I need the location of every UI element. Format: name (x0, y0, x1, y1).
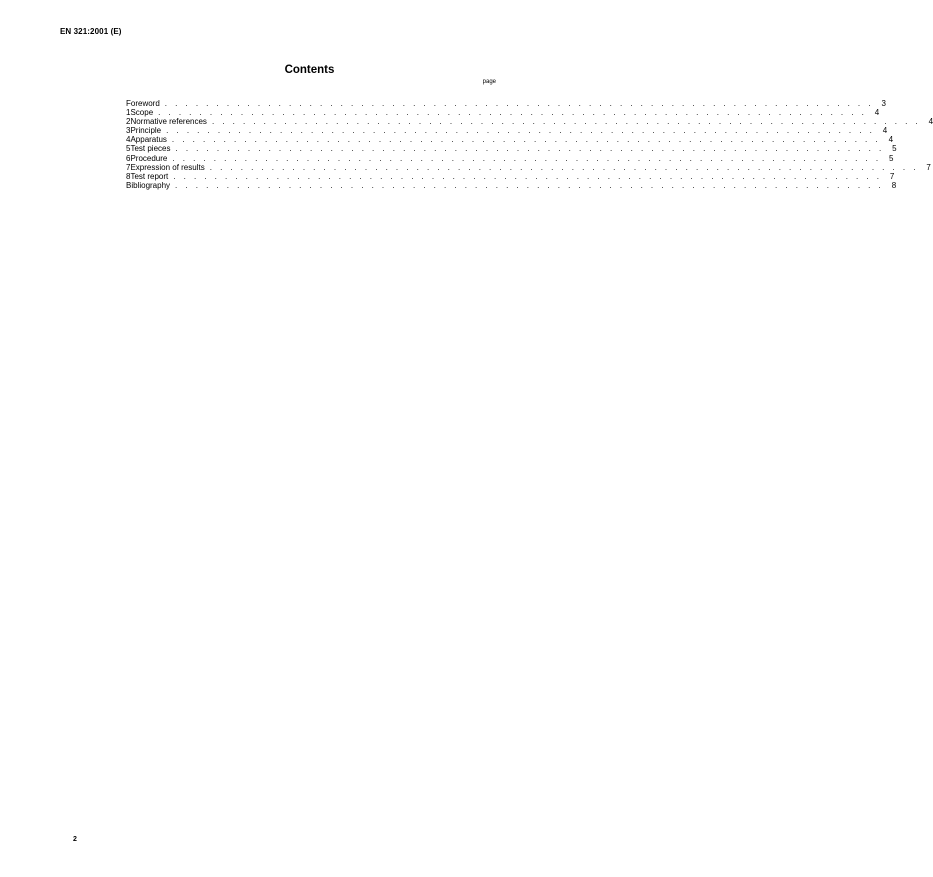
contents-title: Contents (284, 64, 335, 76)
toc-leader: . . . . . . . . . . . . . . . . . . . . . . . . . . . . . . . . . . . . . . . . . . . . . . . . . . . . . . . . . . . . . . . . . . . . . (173, 171, 882, 181)
toc-leader: . . . . . . . . . . . . . . . . . . . . . . . . . . . . . . . . . . . . . . . . . . . . . . . . . . . . . . . . . . . . . . . . . . . . . (175, 180, 884, 190)
toc-entry-page: 4 (888, 135, 894, 145)
toc-entry-principle (126, 126, 888, 136)
toc-entry-title: Apparatus (130, 135, 167, 145)
toc-entry-procedure (126, 153, 894, 163)
page-number: 2 (73, 836, 77, 843)
toc-entry-page: 4 (882, 126, 888, 136)
toc-entry-title: Normative references (130, 117, 207, 127)
toc-entry-page: 8 (891, 180, 897, 190)
toc-entry-number: 5 (126, 144, 131, 154)
table-of-contents (126, 99, 933, 190)
toc-entry-foreword (126, 99, 886, 108)
toc-entry-title: Foreword (126, 99, 160, 108)
toc-entry-title: Procedure (130, 153, 168, 163)
toc-entry-title: Scope (130, 108, 154, 118)
toc-entry-number: 8 (126, 171, 131, 181)
toc-entry-page: 5 (892, 144, 897, 154)
toc-entry-title: Test report (130, 171, 169, 181)
toc-entry-page: 3 (881, 99, 886, 108)
toc-leader: . . . . . . . . . . . . . . . . . . . . . . . . . . . . . . . . . . . . . . . . . . . . . . . . . . . . . . . . . . . . . . . . . . . . . (158, 108, 867, 118)
toc-leader: . . . . . . . . . . . . . . . . . . . . . . . . . . . . . . . . . . . . . . . . . . . . . . . . . . . . . . . . . . . . . . . . . . . . . (171, 135, 881, 145)
toc-entry-title: Principle (130, 126, 162, 136)
toc-leader: . . . . . . . . . . . . . . . . . . . . . . . . . . . . . . . . . . . . . . . . . . . . . . . . . . . . . . . . . . . . . . . . . . . . . (175, 144, 885, 154)
toc-entry-number: 6 (126, 153, 131, 163)
toc-entry-bibliography (126, 180, 897, 190)
toc-leader: . . . . . . . . . . . . . . . . . . . . . . . . . . . . . . . . . . . . . . . . . . . . . . . . . . . . . . . . . . . . . . . . . . . . . (164, 99, 874, 108)
toc-entry-number: 4 (126, 135, 131, 145)
document-id: EN 321:2001 (E) (60, 27, 122, 36)
toc-entry-test-report (126, 171, 895, 181)
toc-leader: . . . . . . . . . . . . . . . . . . . . . . . . . . . . . . . . . . . . . . . . . . . . . . . . . . . . . . . . . . . . . . . . . . . . . (166, 126, 875, 136)
toc-entry-expression-of-results (126, 162, 931, 172)
toc-entry-page: 7 (926, 162, 931, 172)
toc-entry-apparatus (126, 135, 894, 145)
toc-entry-test-pieces (126, 144, 897, 154)
toc-entry-page: 4 (874, 108, 880, 118)
toc-entry-page: 5 (889, 153, 894, 163)
toc-entry-page: 4 (928, 117, 933, 127)
toc-entry-number: 7 (126, 162, 131, 172)
page-column-label: page (482, 79, 496, 85)
toc-entry-number: 1 (126, 108, 131, 118)
toc-leader: . . . . . . . . . . . . . . . . . . . . . . . . . . . . . . . . . . . . . . . . . . . . . . . . . . . . . . . . . . . . . . . . . . . . . (211, 117, 921, 127)
toc-leader: . . . . . . . . . . . . . . . . . . . . . . . . . . . . . . . . . . . . . . . . . . . . . . . . . . . . . . . . . . . . . . . . . . . . . (209, 162, 919, 172)
toc-entry-title: Test pieces (130, 144, 171, 154)
toc-entry-title: Bibliography (126, 180, 171, 190)
toc-entry-page: 7 (889, 171, 895, 181)
toc-entry-scope (126, 108, 880, 118)
toc-entry-number: 3 (126, 126, 131, 136)
toc-entry-number: 2 (126, 117, 131, 127)
toc-entry-normative-references (126, 117, 933, 127)
toc-leader: . . . . . . . . . . . . . . . . . . . . . . . . . . . . . . . . . . . . . . . . . . . . . . . . . . . . . . . . . . . . . . . . . . . . . (172, 153, 882, 163)
toc-entry-title: Expression of results (130, 162, 205, 172)
